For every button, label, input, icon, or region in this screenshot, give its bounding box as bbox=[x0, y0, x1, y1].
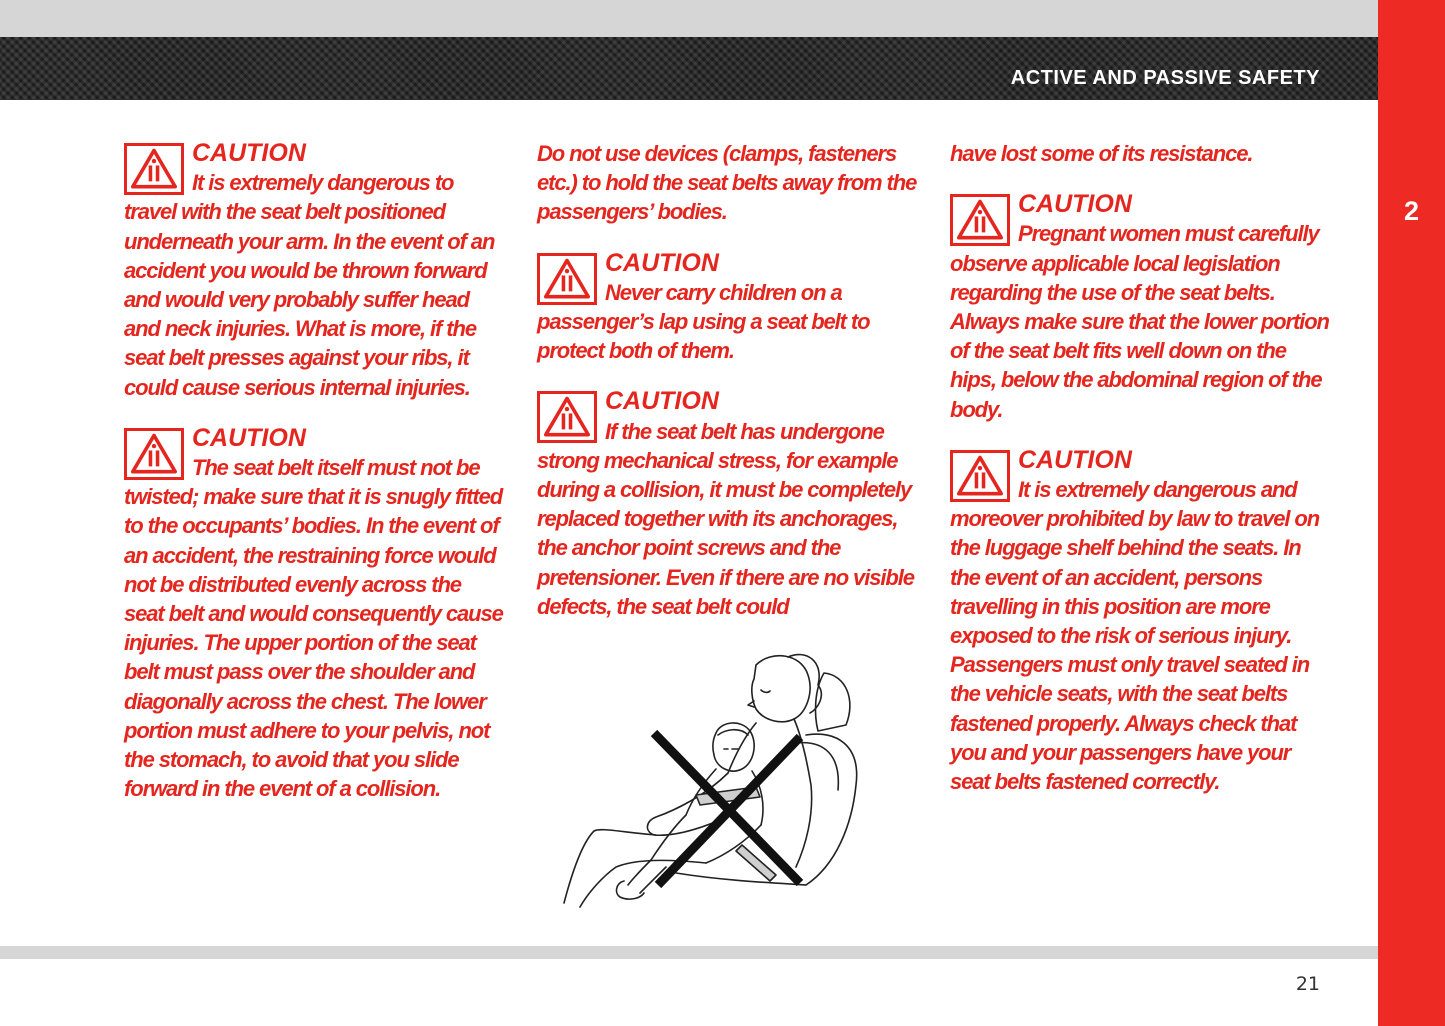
caution-text: It is extremely dangerous to travel with the seat belt positioned underneath your arm. In the event of an accident you would be thrown forward and would very probably suffer head and neck injuries. What is more, if the seat belt presses against your ribs, it could cause serious internal injuries. bbox=[124, 170, 495, 400]
section-title: ACTIVE AND PASSIVE SAFETY bbox=[1010, 67, 1320, 89]
caution-text: It is extremely dangerous and moreover prohibited by law to travel on the luggage shelf behind the seats. In the event of an accident, persons travelling in this position are more exposed to the risk of serious injury. Passengers must only travel seated in the vehicle seats, with the seat belts fastened properly. Always check that you and your passengers have your seat belts fastened correctly. bbox=[950, 477, 1320, 795]
caution-text: Never carry children on a passenger’s lap using a seat belt to protect both of them. bbox=[537, 279, 870, 364]
caution-block bbox=[950, 190, 1330, 424]
column-2 bbox=[537, 139, 917, 621]
warning-triangle-icon bbox=[537, 253, 597, 305]
caution-block bbox=[950, 446, 1330, 796]
column-3 bbox=[950, 139, 1330, 796]
header-strip bbox=[0, 37, 1378, 100]
chapter-side-tab bbox=[1378, 0, 1445, 1026]
chapter-number: 2 bbox=[1403, 196, 1420, 226]
caution-heading: CAUTION bbox=[1018, 190, 1132, 219]
caution-heading: CAUTION bbox=[605, 387, 719, 416]
caution-block bbox=[537, 249, 917, 366]
continued-text: Do not use devices (clamps, fasteners etc.) to hold the seat belts away from the passengers’ bodies. bbox=[537, 141, 917, 225]
caution-heading: CAUTION bbox=[605, 248, 719, 277]
caution-text: Pregnant women must carefully observe applicable local legislation regarding the use of the seat belts. Always make sure that the lower portion of the seat belt fits well down on the hips, below the abdominal region of the body. bbox=[950, 221, 1329, 422]
footer-rule bbox=[0, 946, 1378, 959]
warning-triangle-icon bbox=[950, 194, 1010, 246]
child-on-lap-prohibited-illustration bbox=[556, 645, 872, 913]
caution-block bbox=[124, 424, 504, 804]
caution-heading: CAUTION bbox=[192, 423, 306, 452]
continued-text: have lost some of its resistance. bbox=[950, 141, 1253, 166]
column-1 bbox=[124, 139, 504, 803]
caution-block bbox=[124, 139, 504, 402]
caution-heading: CAUTION bbox=[1018, 445, 1132, 474]
warning-triangle-icon bbox=[124, 428, 184, 480]
warning-triangle-icon bbox=[124, 143, 184, 195]
caution-block bbox=[537, 387, 917, 621]
warning-triangle-icon bbox=[537, 391, 597, 443]
warning-triangle-icon bbox=[950, 450, 1010, 502]
caution-heading: CAUTION bbox=[192, 139, 306, 167]
page-number: 21 bbox=[1295, 973, 1320, 995]
caution-text: If the seat belt has undergone strong mechanical stress, for example during a collision, it must be completely replaced together with its anchorages, the anchor point screws and the pretensioner. Even if there are no visible defects, the seat belt could bbox=[537, 418, 914, 619]
top-gray-band bbox=[0, 0, 1378, 37]
caution-text: The seat belt itself must not be twisted; make sure that it is snugly fitted to the occupants’ bodies. In the event of an accident, the restraining force would not be distributed evenly across the seat belt and would consequently cause injuries. The upper portion of the seat belt must pass over the shoulder and diagonally across the chest. The lower portion must adhere to your pelvis, not the stomach, to avoid that you slide forward in the event of a collision. bbox=[124, 455, 503, 802]
